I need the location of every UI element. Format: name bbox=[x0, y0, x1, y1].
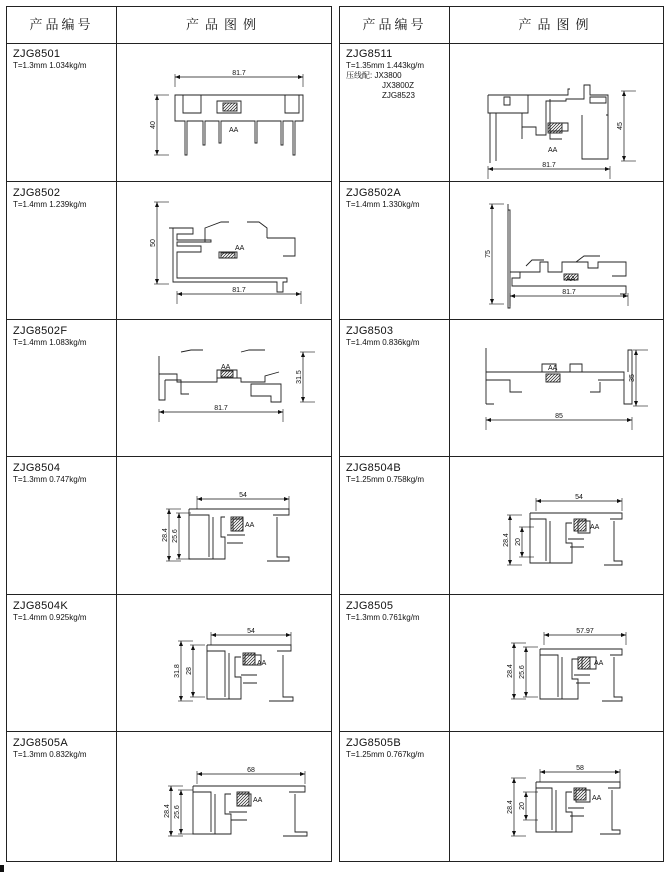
product-info bbox=[340, 182, 450, 319]
glazing-mark-label: AA bbox=[229, 127, 239, 134]
product-code: ZJG8504B bbox=[346, 462, 401, 474]
page-corner-mark bbox=[0, 865, 4, 872]
profile-cross-section bbox=[117, 457, 331, 595]
dimension-arrowhead bbox=[524, 792, 528, 797]
catalog-table-right bbox=[339, 6, 664, 862]
dimension-label: 28.4 bbox=[507, 800, 514, 814]
dimension-arrowhead bbox=[490, 204, 494, 209]
hatch-line bbox=[221, 371, 227, 377]
product-code: ZJG8505A bbox=[13, 737, 68, 749]
header-product-diagram: 产品图例 bbox=[185, 17, 262, 32]
dimension-label: 58 bbox=[576, 765, 584, 772]
hatch-line bbox=[249, 659, 255, 665]
product-row bbox=[7, 457, 331, 595]
dimension-arrowhead bbox=[167, 556, 171, 561]
hatch-line bbox=[587, 666, 590, 669]
profile-cross-section bbox=[117, 732, 331, 861]
header-product-code: 产品编号 bbox=[7, 7, 117, 43]
dimension-label: 54 bbox=[575, 494, 583, 501]
dimension-label: 31.5 bbox=[296, 370, 303, 384]
hatch-line bbox=[574, 519, 577, 522]
profile-outline bbox=[512, 256, 600, 286]
hatch-line bbox=[550, 123, 560, 133]
dimension-arrowhead bbox=[634, 401, 638, 406]
dimension-arrowhead bbox=[169, 786, 173, 791]
glazing-mark-label: AA bbox=[548, 365, 558, 372]
glazing-mark-label: AA bbox=[235, 245, 245, 252]
hatch-line bbox=[574, 519, 580, 525]
dimension-arrowhead bbox=[177, 513, 181, 518]
dimension-arrowhead bbox=[191, 645, 195, 650]
hatch-line bbox=[231, 517, 237, 523]
hatch-line bbox=[548, 123, 554, 129]
dimension-arrowhead bbox=[524, 815, 528, 820]
dimension-arrowhead bbox=[155, 279, 159, 284]
hatch-line bbox=[244, 801, 249, 806]
product-spec: T=1.4mm 1.330kg/m bbox=[346, 200, 420, 209]
dimension-label: 28.4 bbox=[503, 533, 510, 547]
profile-outline bbox=[175, 95, 303, 155]
dimension-arrowhead bbox=[512, 643, 516, 648]
dimension-arrowhead bbox=[627, 418, 632, 422]
dimension-arrowhead bbox=[278, 410, 283, 414]
table-header bbox=[7, 7, 331, 44]
product-spec: T=1.3mm 0.832kg/m bbox=[13, 750, 87, 759]
matching-part-note: 压线配: JX3800 bbox=[346, 71, 402, 80]
dimension-label: 28.4 bbox=[164, 804, 171, 818]
hatch-line bbox=[553, 375, 560, 382]
table-header bbox=[340, 7, 663, 44]
dimension-arrowhead bbox=[622, 91, 626, 96]
glazing-mark-label: AA bbox=[253, 797, 263, 804]
product-info bbox=[7, 732, 117, 861]
dimension-label: 25.6 bbox=[172, 529, 179, 543]
profile-diagram bbox=[117, 43, 331, 181]
profile-diagram bbox=[450, 457, 663, 594]
dimension-label: 31.8 bbox=[174, 664, 181, 678]
dimension-arrowhead bbox=[211, 633, 216, 637]
dimension-label: 75 bbox=[485, 250, 492, 258]
product-info bbox=[7, 182, 117, 319]
product-spec: T=1.4mm 0.836kg/m bbox=[346, 338, 420, 347]
product-row bbox=[340, 43, 663, 182]
dimension-arrowhead bbox=[301, 397, 305, 402]
dimension-arrowhead bbox=[155, 150, 159, 155]
matching-part-note: ZJG8523 bbox=[382, 91, 415, 100]
product-row bbox=[340, 320, 663, 457]
hatch-line bbox=[584, 663, 590, 669]
dimension-label: 28 bbox=[186, 667, 193, 675]
profile-outline bbox=[540, 655, 622, 701]
product-info bbox=[340, 43, 450, 181]
hatch-line bbox=[546, 374, 552, 380]
product-row bbox=[340, 732, 663, 861]
dimension-arrowhead bbox=[284, 497, 289, 501]
hatch-line bbox=[237, 792, 243, 798]
product-code: ZJG8502 bbox=[13, 187, 61, 199]
hatch-line bbox=[222, 253, 227, 258]
dimension-arrowhead bbox=[622, 156, 626, 161]
profile-cross-section bbox=[450, 732, 663, 861]
dimension-arrowhead bbox=[536, 499, 541, 503]
dimension-label: 54 bbox=[247, 628, 255, 635]
product-info bbox=[7, 43, 117, 181]
profile-cross-section bbox=[450, 182, 663, 320]
dimension-arrowhead bbox=[512, 694, 516, 699]
glazing-mark-label: AA bbox=[245, 522, 255, 529]
profile-diagram bbox=[450, 43, 663, 181]
hatch-line bbox=[578, 657, 590, 669]
dimension-label: 45 bbox=[617, 122, 624, 130]
hatch-line bbox=[578, 657, 584, 663]
dimension-label: 20 bbox=[519, 802, 526, 810]
dimension-arrowhead bbox=[623, 294, 628, 298]
dimension-arrowhead bbox=[540, 770, 545, 774]
product-spec: T=1.3mm 1.034kg/m bbox=[13, 61, 87, 70]
dimension-label: 28.4 bbox=[507, 664, 514, 678]
profile-outline bbox=[227, 535, 245, 543]
product-spec: T=1.4mm 0.925kg/m bbox=[13, 613, 87, 622]
profile-diagram bbox=[117, 595, 331, 731]
product-code: ZJG8511 bbox=[346, 48, 393, 60]
product-code: ZJG8505 bbox=[346, 600, 394, 612]
dimension-arrowhead bbox=[175, 75, 180, 79]
dimension-label: 54 bbox=[239, 492, 247, 499]
dimension-arrowhead bbox=[524, 692, 528, 697]
profile-outline bbox=[193, 792, 307, 836]
dimension-label: 40 bbox=[150, 121, 157, 129]
glazing-mark-label: AA bbox=[566, 276, 576, 283]
dimension-arrowhead bbox=[197, 497, 202, 501]
catalog-table-left bbox=[6, 6, 332, 862]
dimension-arrowhead bbox=[177, 292, 182, 296]
profile-outline bbox=[536, 788, 620, 834]
header-product-diagram: 产品图例 bbox=[518, 17, 595, 32]
dimension-label: 81.7 bbox=[214, 405, 228, 412]
dimension-label: 25.6 bbox=[174, 805, 181, 819]
hatch-line bbox=[230, 104, 237, 111]
product-code: ZJG8505B bbox=[346, 737, 401, 749]
profile-diagram bbox=[117, 732, 331, 861]
hatch-line bbox=[574, 788, 580, 794]
dimension-arrowhead bbox=[179, 696, 183, 701]
dimension-label: 25.6 bbox=[519, 665, 526, 679]
profile-diagram bbox=[450, 182, 663, 319]
dimension-arrowhead bbox=[159, 410, 164, 414]
hatch-line bbox=[583, 528, 586, 531]
dimension-arrowhead bbox=[169, 831, 173, 836]
product-code: ZJG8501 bbox=[13, 48, 61, 60]
dimension-arrowhead bbox=[167, 509, 171, 514]
product-spec: T=1.25mm 0.758kg/m bbox=[346, 475, 425, 484]
dimension-label: 35 bbox=[629, 374, 636, 382]
product-info bbox=[7, 595, 117, 731]
profile-cross-section bbox=[450, 457, 663, 595]
profile-outline bbox=[207, 651, 293, 701]
dimension-label: 68 bbox=[247, 767, 255, 774]
product-code: ZJG8502F bbox=[13, 325, 68, 337]
profile-cross-section bbox=[117, 43, 331, 182]
profile-diagram bbox=[117, 457, 331, 594]
product-code: ZJG8504 bbox=[13, 462, 61, 474]
product-code: ZJG8503 bbox=[346, 325, 394, 337]
product-info bbox=[7, 457, 117, 594]
hatch-line bbox=[232, 520, 243, 531]
hatch-line bbox=[546, 374, 549, 377]
dimension-arrowhead bbox=[191, 692, 195, 697]
dimension-label: 57.97 bbox=[576, 628, 594, 635]
product-spec: T=1.4mm 1.083kg/m bbox=[13, 338, 87, 347]
profile-diagram bbox=[450, 732, 663, 861]
dimension-label: 20 bbox=[515, 538, 522, 546]
profile-cross-section bbox=[117, 595, 331, 732]
dimension-arrowhead bbox=[488, 167, 493, 171]
hatch-line bbox=[225, 253, 230, 258]
profile-outline bbox=[530, 513, 622, 563]
profile-cross-section bbox=[117, 320, 331, 457]
profile-diagram bbox=[450, 595, 663, 731]
glazing-mark-label: AA bbox=[592, 795, 602, 802]
dimension-arrowhead bbox=[179, 790, 183, 795]
product-row bbox=[340, 595, 663, 732]
product-info bbox=[340, 457, 450, 594]
product-info bbox=[340, 320, 450, 456]
dimension-arrowhead bbox=[508, 560, 512, 565]
dimension-arrowhead bbox=[510, 294, 515, 298]
product-row bbox=[7, 182, 331, 320]
dimension-arrowhead bbox=[490, 299, 494, 304]
dimension-label: 85 bbox=[555, 413, 563, 420]
dimension-label: 81.7 bbox=[232, 287, 246, 294]
profile-diagram bbox=[450, 320, 663, 456]
hatch-line bbox=[580, 794, 586, 800]
hatch-line bbox=[223, 103, 229, 109]
dimension-arrowhead bbox=[512, 778, 516, 783]
dimension-arrowhead bbox=[508, 515, 512, 520]
product-row bbox=[7, 320, 331, 457]
product-spec: T=1.25mm 0.767kg/m bbox=[346, 750, 425, 759]
product-code: ZJG8504K bbox=[13, 600, 68, 612]
dimension-arrowhead bbox=[155, 202, 159, 207]
dimension-arrowhead bbox=[179, 641, 183, 646]
dimension-label: 81.7 bbox=[542, 162, 556, 169]
hatch-line bbox=[580, 525, 586, 531]
dimension-label: 28.4 bbox=[162, 528, 169, 542]
glazing-mark-label: AA bbox=[590, 524, 600, 531]
product-code: ZJG8502A bbox=[346, 187, 401, 199]
glazing-mark-label: AA bbox=[594, 660, 604, 667]
glazing-mark-label: AA bbox=[548, 147, 558, 154]
dimension-arrowhead bbox=[177, 554, 181, 559]
hatch-line bbox=[243, 653, 249, 659]
hatch-line bbox=[227, 371, 233, 377]
matching-part-note: JX3800Z bbox=[382, 81, 415, 90]
product-row bbox=[7, 595, 331, 732]
dimension-arrowhead bbox=[615, 770, 620, 774]
product-spec: T=1.4mm 1.239kg/m bbox=[13, 200, 87, 209]
dimension-arrowhead bbox=[300, 772, 305, 776]
profile-cross-section bbox=[117, 182, 331, 320]
dimension-arrowhead bbox=[617, 499, 622, 503]
product-spec: T=1.35mm 1.443kg/m bbox=[346, 61, 425, 70]
dimension-arrowhead bbox=[544, 633, 549, 637]
dimension-arrowhead bbox=[296, 292, 301, 296]
dimension-arrowhead bbox=[605, 167, 610, 171]
hatch-line bbox=[224, 371, 230, 377]
profile-cross-section bbox=[450, 320, 663, 457]
product-info bbox=[340, 732, 450, 861]
profile-outline bbox=[241, 675, 257, 683]
dimension-label: 50 bbox=[150, 239, 157, 247]
hatch-line bbox=[578, 657, 581, 660]
dimension-arrowhead bbox=[621, 633, 626, 637]
product-row bbox=[7, 732, 331, 861]
dimension-arrowhead bbox=[179, 829, 183, 834]
product-info bbox=[340, 595, 450, 731]
product-spec: T=1.3mm 0.747kg/m bbox=[13, 475, 87, 484]
profile-outline bbox=[540, 649, 622, 699]
profile-cross-section bbox=[450, 595, 663, 732]
header-product-code: 产品编号 bbox=[340, 7, 450, 43]
hatch-line bbox=[556, 127, 562, 133]
product-row bbox=[340, 182, 663, 320]
product-row bbox=[7, 43, 331, 182]
profile-diagram bbox=[117, 320, 331, 456]
profile-outline bbox=[165, 350, 265, 394]
hatch-line bbox=[238, 526, 243, 531]
dimension-arrowhead bbox=[486, 418, 491, 422]
hatch-line bbox=[574, 788, 577, 791]
dimension-arrowhead bbox=[155, 95, 159, 100]
profile-outline bbox=[189, 515, 289, 561]
dimension-arrowhead bbox=[520, 527, 524, 532]
dimension-arrowhead bbox=[524, 647, 528, 652]
glazing-mark-label: AA bbox=[221, 364, 231, 371]
profile-cross-section bbox=[450, 43, 663, 182]
dimension-arrowhead bbox=[286, 633, 291, 637]
hatch-line bbox=[583, 797, 586, 800]
product-row bbox=[340, 457, 663, 595]
dimension-arrowhead bbox=[301, 352, 305, 357]
profile-diagram bbox=[117, 182, 331, 319]
hatch-line bbox=[238, 795, 249, 806]
profile-outline bbox=[189, 509, 289, 559]
profile-outline bbox=[536, 782, 620, 832]
product-info bbox=[7, 320, 117, 456]
glazing-mark-label: AA bbox=[257, 660, 267, 667]
profile-outline bbox=[251, 384, 281, 402]
dimension-label: 81.7 bbox=[232, 70, 246, 77]
hatch-line bbox=[228, 253, 233, 258]
product-spec: T=1.3mm 0.761kg/m bbox=[346, 613, 420, 622]
dimension-arrowhead bbox=[512, 831, 516, 836]
dimension-arrowhead bbox=[634, 350, 638, 355]
dimension-arrowhead bbox=[298, 75, 303, 79]
profile-outline bbox=[229, 812, 247, 820]
dimension-label: 81.7 bbox=[562, 289, 576, 296]
dimension-arrowhead bbox=[197, 772, 202, 776]
dimension-arrowhead bbox=[520, 552, 524, 557]
